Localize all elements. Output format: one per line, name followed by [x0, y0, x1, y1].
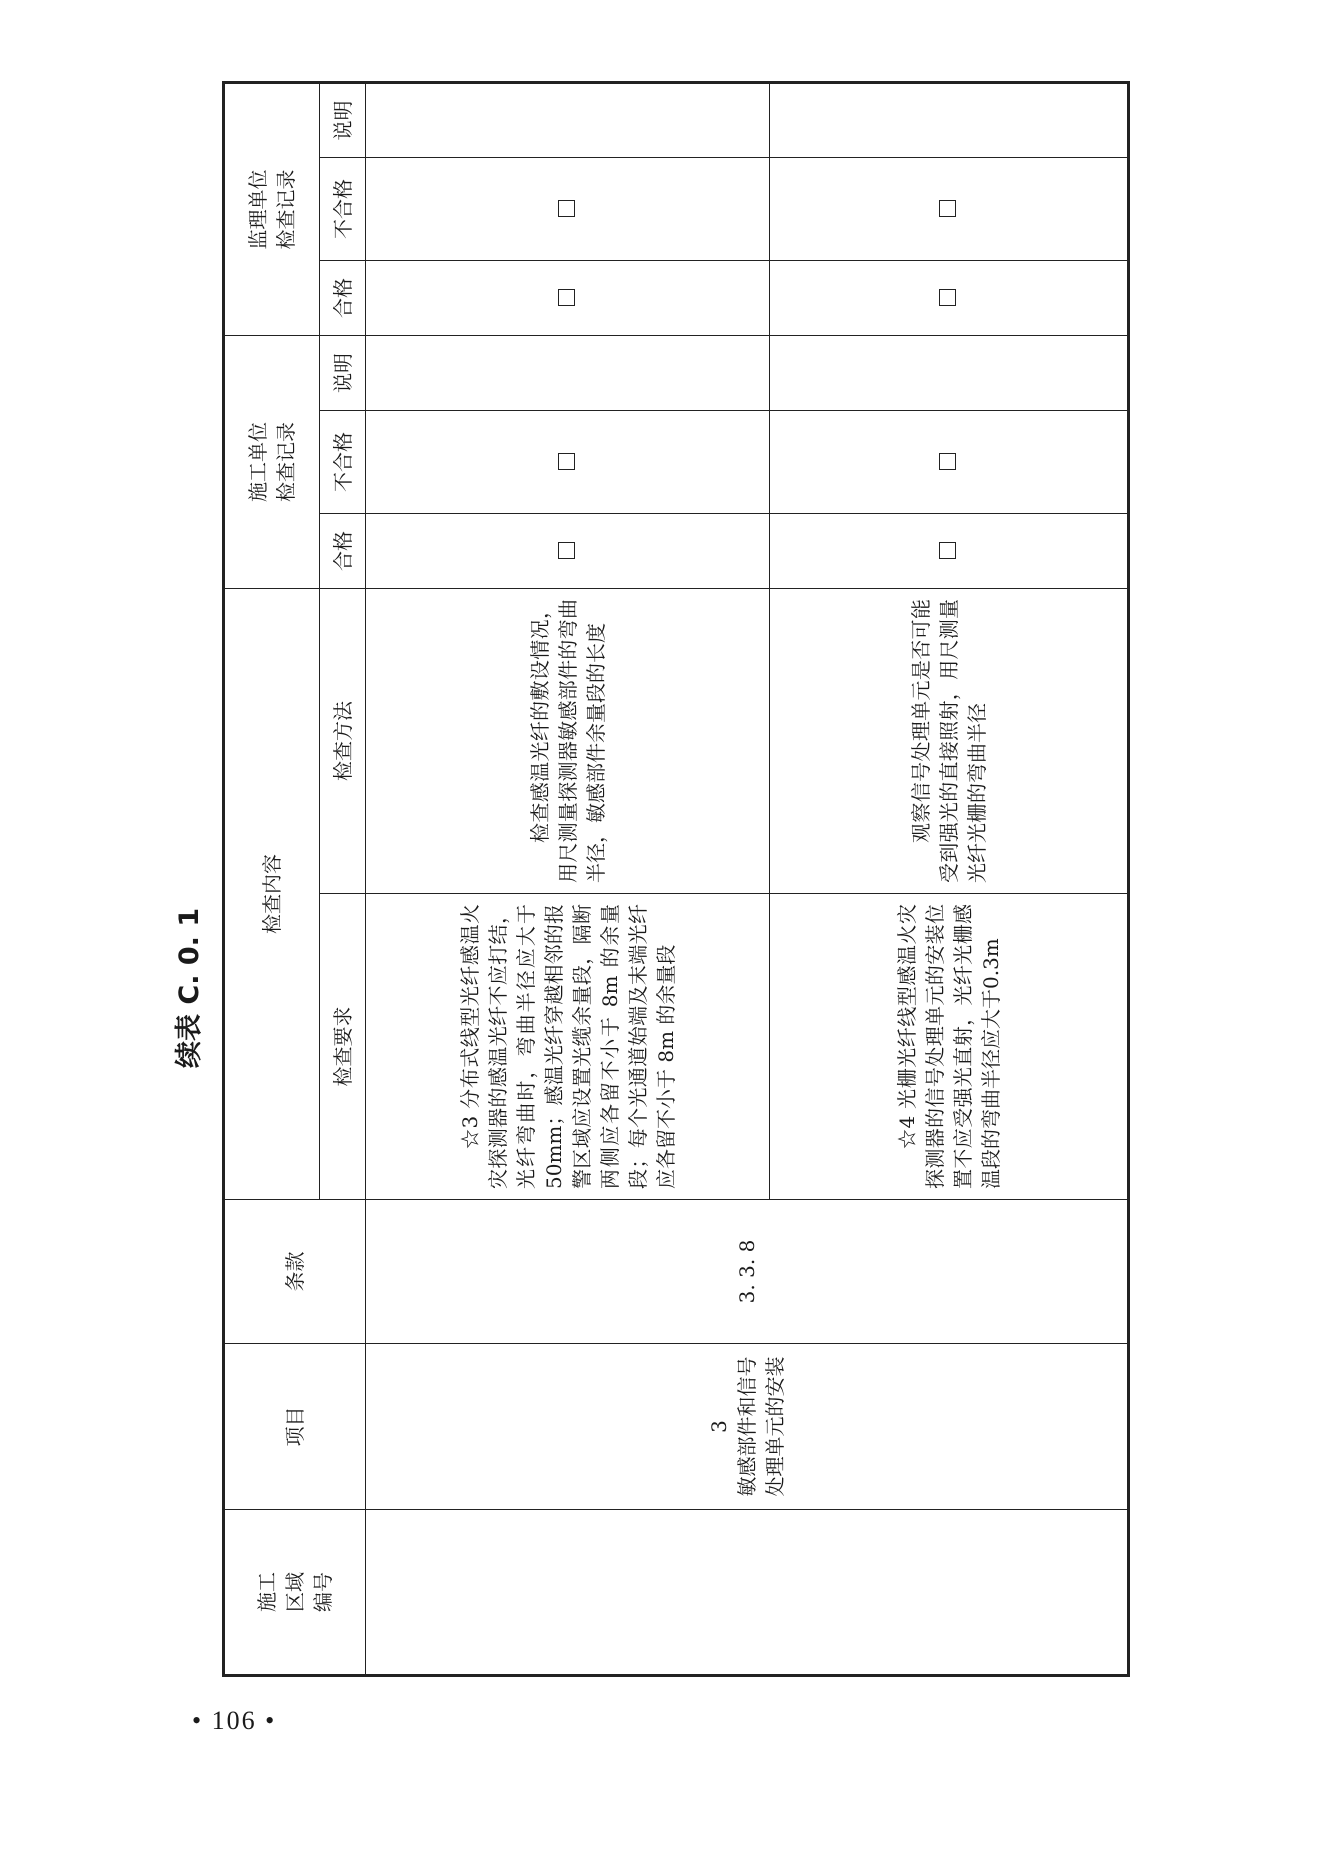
- header-contractor-record: [224, 336, 320, 589]
- inspection-table: [222, 81, 1130, 1677]
- method-text: 观察信号处理单元是否可能受到强光的直接照射，用尺测量光纤光栅的弯曲半径: [908, 599, 989, 883]
- contractor-fail-cell: [770, 411, 1129, 514]
- method-cell: [366, 589, 770, 894]
- supervisor-note-cell[interactable]: [770, 82, 1129, 157]
- header-supervisor-note: 说明: [320, 82, 366, 157]
- header-contractor-note: 说明: [320, 336, 366, 411]
- header-contractor-pass: 合格: [320, 514, 366, 589]
- contractor-fail-checkbox[interactable]: [939, 454, 956, 471]
- header-contractor-line1: 施工单位: [246, 422, 270, 502]
- requirement-text: ☆4 光栅光纤线型感温火灾探测器的信号处理单元的安装位置不应受强光直射，光纤光栅感温段的弯曲半径应大于0.3m: [894, 904, 1003, 1189]
- header-area-line2: 区域: [283, 1572, 307, 1612]
- supervisor-fail-cell: [770, 158, 1129, 261]
- item-number: 3: [706, 1420, 731, 1433]
- requirement-cell: [770, 894, 1129, 1200]
- item-name: 敏感部件和信号处理单元的安装: [734, 1356, 787, 1497]
- header-supervisor-pass: 合格: [320, 261, 366, 336]
- requirement-cell: [366, 894, 770, 1200]
- supervisor-note-cell[interactable]: [366, 82, 770, 157]
- header-area-line3: 编号: [311, 1572, 335, 1612]
- header-contractor-line2: 检查记录: [274, 422, 298, 502]
- clause-cell: 3. 3. 8: [366, 1200, 1129, 1344]
- method-text: 检查感温光纤的敷设情况，用尺测量探测器敏感部件的弯曲半径，敏感部件余量段的长度: [527, 599, 608, 883]
- header-row-1: [224, 82, 320, 1675]
- method-cell: [770, 589, 1129, 894]
- item-cell: [366, 1344, 1129, 1510]
- supervisor-fail-cell: [366, 158, 770, 261]
- contractor-note-cell[interactable]: [366, 336, 770, 411]
- contractor-pass-checkbox[interactable]: [939, 543, 956, 560]
- header-method: 检查方法: [320, 589, 366, 894]
- table-title: 续表 C. 0. 1: [174, 907, 205, 1068]
- supervisor-fail-checkbox[interactable]: [939, 201, 956, 218]
- area-cell: [366, 1510, 1129, 1676]
- supervisor-pass-cell: [770, 261, 1129, 336]
- contractor-pass-cell: [366, 514, 770, 589]
- header-area: [224, 1510, 366, 1676]
- header-supervisor-line2: 检查记录: [274, 169, 298, 250]
- supervisor-fail-checkbox[interactable]: [558, 201, 575, 218]
- supervisor-pass-cell: [366, 261, 770, 336]
- contractor-note-cell[interactable]: [770, 336, 1129, 411]
- page-number: • 106 •: [192, 1706, 277, 1735]
- supervisor-pass-checkbox[interactable]: [558, 290, 575, 307]
- contractor-pass-cell: [770, 514, 1129, 589]
- header-area-line1: 施工: [255, 1572, 279, 1612]
- header-supervisor-line1: 监理单位: [246, 169, 270, 250]
- supervisor-pass-checkbox[interactable]: [939, 290, 956, 307]
- contractor-fail-checkbox[interactable]: [558, 454, 575, 471]
- contractor-pass-checkbox[interactable]: [558, 543, 575, 560]
- header-clause: 条款: [224, 1200, 366, 1344]
- header-contractor-fail: 不合格: [320, 411, 366, 514]
- contractor-fail-cell: [366, 411, 770, 514]
- header-supervisor-record: [224, 82, 320, 335]
- header-content: 检查内容: [224, 589, 320, 1200]
- header-item: 项目: [224, 1344, 366, 1510]
- table-row: [366, 82, 770, 1675]
- requirement-text: ☆3 分布式线型光纤感温火灾探测器的感温光纤不应打结，光纤弯曲时，弯曲半径应大于50mm；感温光纤穿越相邻的报警区域应设置光缆余量段，隔断两侧应各留不小于 8m 的余量段；每个光通道始端及末端光纤应各留不小于 8m 的余量段: [457, 904, 678, 1189]
- header-requirement: 检查要求: [320, 894, 366, 1200]
- header-supervisor-fail: 不合格: [320, 158, 366, 261]
- rotated-table-wrapper: [222, 100, 1127, 1677]
